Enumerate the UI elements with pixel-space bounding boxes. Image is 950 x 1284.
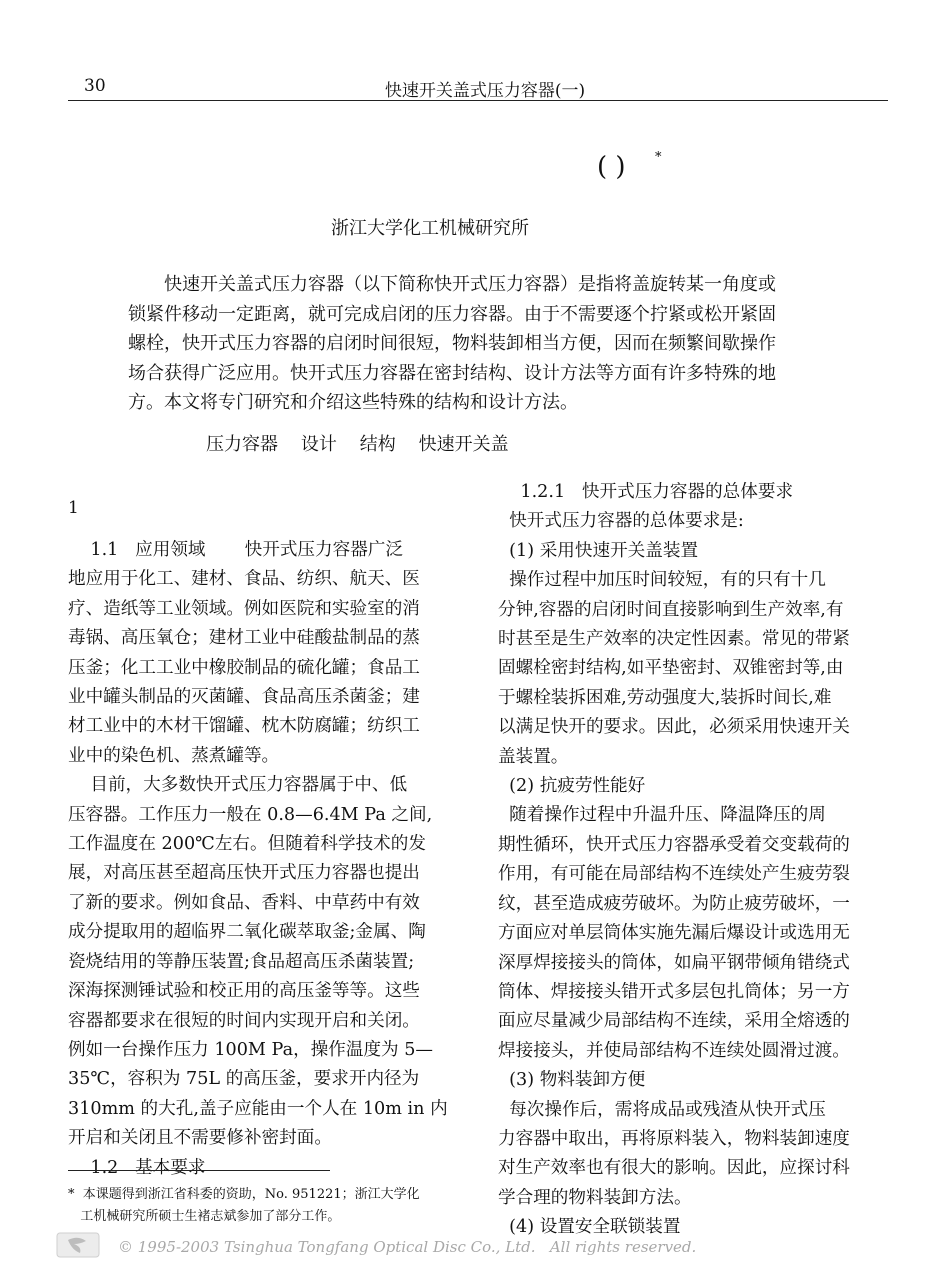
right-column-line: 1.2.1 快开式压力容器的总体要求 [498,482,794,502]
right-column-line: 方面应对单层筒体实施先漏后爆设计或选用无 [498,923,850,944]
right-column-line: 期性循环，快开式压力容器承受着交变载荷的 [498,834,850,855]
abstract-line: 场合获得广泛应用。快开式压力容器在密封结构、设计方法等方面有许多特殊的地 [128,362,776,384]
right-column-line: (2) 抗疲劳性能好 [498,776,646,797]
left-column-line: 容器都要求在很短的时间内实现开启和关闭。 [68,1010,420,1031]
left-column-line: 工作温度在 200℃左右。但随着科学技术的发 [68,834,426,855]
left-column-line: 310mm 的大孔,盖子应能由一个人在 10m in 内 [68,1098,448,1119]
right-column-line: 于螺栓装拆困难,劳动强度大,装拆时间长,难 [498,687,832,708]
header-rule [68,100,888,101]
affiliation: 浙江大学化工机械研究所 [331,218,529,239]
title-parenthesis: ( ) [597,152,626,182]
right-column-line: 固螺栓密封结构,如平垫密封、双锥密封等,由 [498,658,844,679]
right-column-line: 作用，有可能在局部结构不连续处产生疲劳裂 [498,864,850,885]
left-column-line: 展，对高压甚至超高压快开式压力容器也提出 [68,863,420,884]
right-column-line: 随着操作过程中升温升压、降温降压的周 [498,805,826,826]
left-column-line: 1.1 应用领域 快开式压力容器广泛 [68,540,403,560]
left-column-line: 材工业中的木材干馏罐、枕木防腐罐；纺织工 [68,716,420,737]
footnote [68,1184,420,1228]
footnote-line: * 本课题得到浙江省科委的资助，No. 951221；浙江大学化 [68,1187,420,1202]
right-column-line: (4) 设置安全联锁装置 [498,1217,681,1238]
abstract-line: 方。本文将专门研究和介绍这些特殊的结构和设计方法。 [128,392,578,414]
copyright-notice: © 1995-2003 Tsinghua Tongfang Optical Disc Co., Ltd. All rights reserved. [118,1238,697,1256]
publisher-logo-icon [56,1232,100,1258]
abstract-line: 快速开关盖式压力容器（以下简称快开式压力容器）是指将盖旋转某一角度或 [164,274,776,295]
running-title: 快速开关盖式压力容器(一) [384,81,586,101]
right-column-line: (1) 采用快速开关盖装置 [498,540,699,561]
right-column-line: 以满足快开的要求。因此，必须采用快速开关 [498,717,850,738]
left-column-line: 例如一台操作压力 100M Pa，操作温度为 5— [68,1039,434,1060]
section-number: 1 [68,498,79,518]
keywords: 压力容器 设计 结构 快速开关盖 [206,434,509,455]
right-column-line: 深厚焊接接头的筒体，如扁平钢带倾角错绕式 [498,952,850,973]
abstract [128,270,832,418]
right-column-line: 力容器中取出，再将原料装入，物料装卸速度 [498,1128,850,1149]
right-column-line: 面应尽量减少局部结构不连续，采用全熔透的 [498,1011,850,1032]
right-column-line: 学合理的物料装卸方法。 [498,1187,692,1208]
right-column-line: 每次操作后，需将成品或残渣从快开式压 [498,1099,826,1120]
right-column-line: 盖装置。 [498,746,569,767]
left-column-line: 1.2 基本要求 [68,1157,206,1178]
left-column-line: 开启和关闭且不需要修补密封面。 [68,1128,332,1149]
right-column-line: 筒体、焊接接头错开式多层包扎筒体；另一方 [498,981,850,1002]
left-column-line: 目前，大多数快开式压力容器属于中、低 [68,775,408,796]
left-column-line: 35℃，容积为 75L 的高压釜，要求开内径为 [68,1069,420,1090]
right-column-line: (3) 物料装卸方便 [498,1070,646,1091]
page-number: 30 [84,76,106,96]
left-column-line: 地应用于化工、建材、食品、纺织、航天、医 [68,569,420,590]
right-column-line: 纹，甚至造成疲劳破坏。为防止疲劳破坏，一 [498,893,850,914]
right-column [498,478,893,1243]
left-column-line: 了新的要求。例如食品、香料、中草药中有效 [68,892,420,913]
right-column-line: 时甚至是生产效率的决定性因素。常见的带紧 [498,629,850,650]
title-footnote-star: * [655,150,662,165]
left-column [68,536,468,1183]
right-column-line: 分钟,容器的启闭时间直接影响到生产效率,有 [498,599,844,620]
left-column-line: 成分提取用的超临界二氧化碳萃取釜;金属、陶 [68,922,426,943]
right-column-line: 操作过程中加压时间较短，有的只有十几 [498,570,826,591]
footnote-rule [68,1170,330,1171]
footnote-line: 工机械研究所硕士生褚志斌参加了部分工作。 [68,1209,341,1224]
left-column-line: 压容器。工作压力一般在 0.8—6.4M Pa 之间, [68,804,433,825]
left-column-line: 疗、造纸等工业领域。例如医院和实验室的消 [68,598,420,619]
right-column-line: 快开式压力容器的总体要求是: [498,511,744,532]
left-column-line: 业中的染色机、蒸煮罐等。 [68,745,280,766]
left-column-line: 压釜；化工工业中橡胶制品的硫化罐；食品工 [68,657,420,678]
left-column-line: 业中罐头制品的灭菌罐、食品高压杀菌釜；建 [68,687,420,708]
right-column-line: 焊接接头，并使局部结构不连续处圆滑过渡。 [498,1040,850,1061]
abstract-line: 螺栓，快开式压力容器的启闭时间很短，物料装卸相当方便，因而在频繁间歇操作 [128,333,776,355]
abstract-line: 锁紧件移动一定距离，就可完成启闭的压力容器。由于不需要逐个拧紧或松开紧固 [128,303,776,325]
left-column-line: 瓷烧结用的等静压装置;食品超高压杀菌装置; [68,951,415,972]
left-column-line: 毒锅、高压氧仓；建材工业中硅酸盐制品的蒸 [68,628,420,649]
right-column-line: 对生产效率也有很大的影响。因此，应探讨科 [498,1158,850,1179]
left-column-line: 深海探测锤试验和校正用的高压釜等等。这些 [68,981,420,1002]
